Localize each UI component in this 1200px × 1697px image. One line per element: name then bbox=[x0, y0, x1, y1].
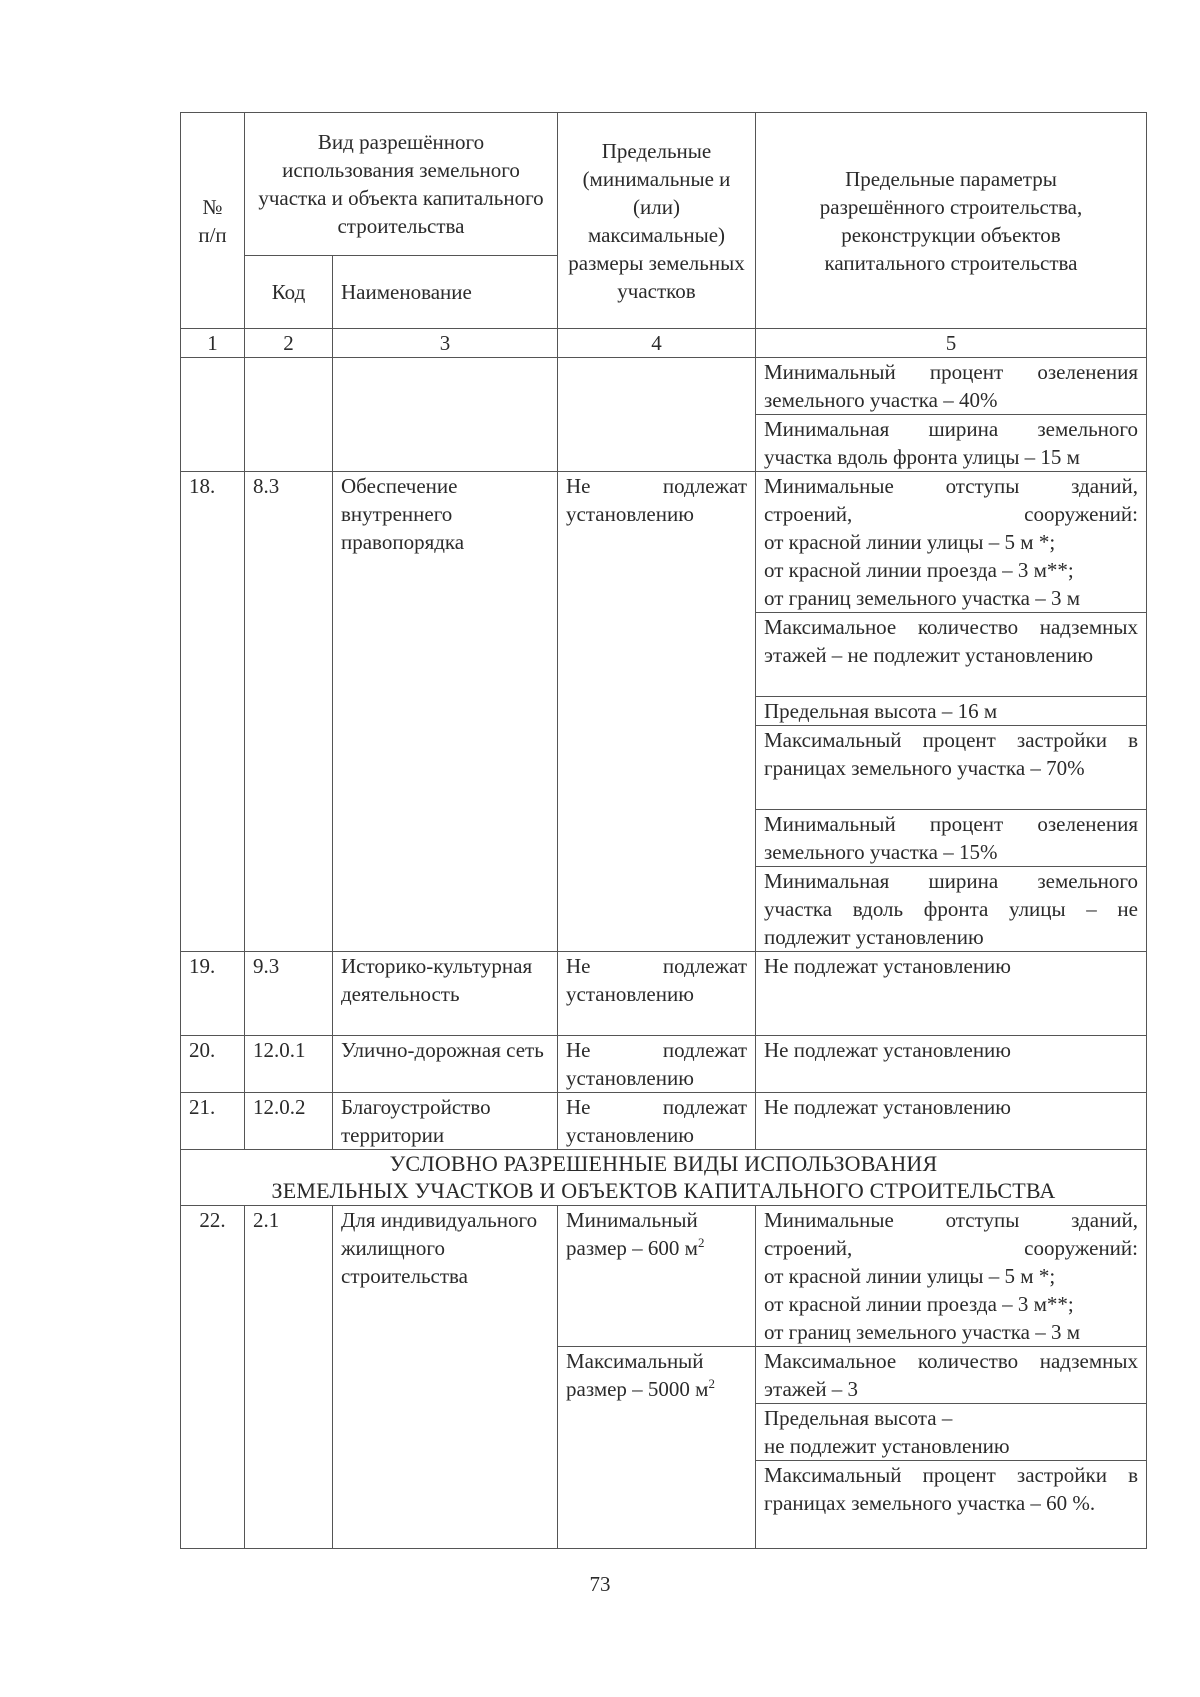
row-size: Не подлежат установлению bbox=[558, 1036, 756, 1093]
col-number-3: 3 bbox=[333, 329, 558, 358]
header-naim: Наименование bbox=[333, 256, 558, 329]
param-setbacks: Минимальные отступы зданий, строений, сооружений: от красной линии улицы – 5 м *; от красной линии проезда – 3 м**; от границ земельного участка – 3 м bbox=[756, 1206, 1147, 1347]
row-name: Обеспечение внутреннего правопорядка bbox=[333, 472, 558, 952]
row-params: Не подлежат установлению bbox=[756, 1093, 1147, 1150]
row-size-min: Минимальный размер – 600 $м^2$ bbox=[558, 1206, 756, 1347]
row-size-max: Максимальный размер – 5000 $м^2$ bbox=[558, 1347, 756, 1549]
header-razmery: Предельные (минимальные и (или) максимальные) размеры земельных участков bbox=[558, 113, 756, 329]
col-number-5: 5 bbox=[756, 329, 1147, 358]
header-num bbox=[181, 113, 245, 329]
param-setbacks: Минимальные отступы зданий, строений, сооружений: от красной линии улицы – 5 м *; от красной линии проезда – 3 м**; от границ земельного участка – 3 м bbox=[756, 472, 1147, 613]
row-code: 12.0.1 bbox=[245, 1036, 333, 1093]
header-vid: Вид разрешённого использования земельного участка и объекта капитального строительства bbox=[245, 113, 558, 256]
row-name: Историко-культурная деятельность bbox=[333, 952, 558, 1036]
row-code: 12.0.2 bbox=[245, 1093, 333, 1150]
row-params: Не подлежат установлению bbox=[756, 1036, 1147, 1093]
land-use-table bbox=[180, 112, 1147, 1549]
param-height: Предельная высота – не подлежит установлению bbox=[756, 1404, 1147, 1461]
row-params: Не подлежат установлению bbox=[756, 952, 1147, 1036]
row-number: 20. bbox=[181, 1036, 245, 1093]
row-number: 21. bbox=[181, 1093, 245, 1150]
header-num-pp: п/п bbox=[198, 222, 227, 247]
row-code: 9.3 bbox=[245, 952, 333, 1036]
section-heading bbox=[181, 1150, 1147, 1206]
col-number-2: 2 bbox=[245, 329, 333, 358]
param-greening: Минимальный процент озеленения земельного участка – 15% bbox=[756, 810, 1147, 867]
param-width: Минимальная ширина земельного участка вдоль фронта улицы – не подлежит установлению bbox=[756, 867, 1147, 952]
param-floors: Максимальное количество надземных этажей – не подлежит установлению bbox=[756, 613, 1147, 697]
header-num-sign: № bbox=[202, 194, 223, 219]
param-coverage: Максимальный процент застройки в границах земельного участка – 70% bbox=[756, 726, 1147, 810]
header-kod: Код bbox=[245, 256, 333, 329]
row-number: 18. bbox=[181, 472, 245, 952]
row-name: Благоустройство территории bbox=[333, 1093, 558, 1150]
row-code: 8.3 bbox=[245, 472, 333, 952]
param-coverage: Максимальный процент застройки в границах земельного участка – 60 %. bbox=[756, 1461, 1147, 1549]
col-number-1: 1 bbox=[181, 329, 245, 358]
row-code: 2.1 bbox=[245, 1206, 333, 1549]
row-size: Не подлежат установлению bbox=[558, 1093, 756, 1150]
row-name: Для индивидуального жилищного строительства bbox=[333, 1206, 558, 1549]
header-params: Предельные параметры разрешённого строительства, реконструкции объектов капитального строительства bbox=[756, 113, 1147, 329]
continued-param: Минимальный процент озеленения земельного участка – 40% bbox=[756, 358, 1147, 415]
section-line-2: ЗЕМЕЛЬНЫХ УЧАСТКОВ И ОБЪЕКТОВ КАПИТАЛЬНОГО СТРОИТЕЛЬСТВА bbox=[271, 1178, 1056, 1203]
param-floors: Максимальное количество надземных этажей – 3 bbox=[756, 1347, 1147, 1404]
row-name: Улично-дорожная сеть bbox=[333, 1036, 558, 1093]
continued-param: Минимальная ширина земельного участка вдоль фронта улицы – 15 м bbox=[756, 415, 1147, 472]
row-number: 19. bbox=[181, 952, 245, 1036]
param-height: Предельная высота – 16 м bbox=[756, 697, 1147, 726]
col-number-4: 4 bbox=[558, 329, 756, 358]
row-number: 22. bbox=[181, 1206, 245, 1549]
row-size: Не подлежат установлению bbox=[558, 952, 756, 1036]
section-line-1: УСЛОВНО РАЗРЕШЕННЫЕ ВИДЫ ИСПОЛЬЗОВАНИЯ bbox=[389, 1151, 938, 1176]
page-number: 73 bbox=[589, 1572, 611, 1596]
row-size: Не подлежат установлению bbox=[558, 472, 756, 952]
